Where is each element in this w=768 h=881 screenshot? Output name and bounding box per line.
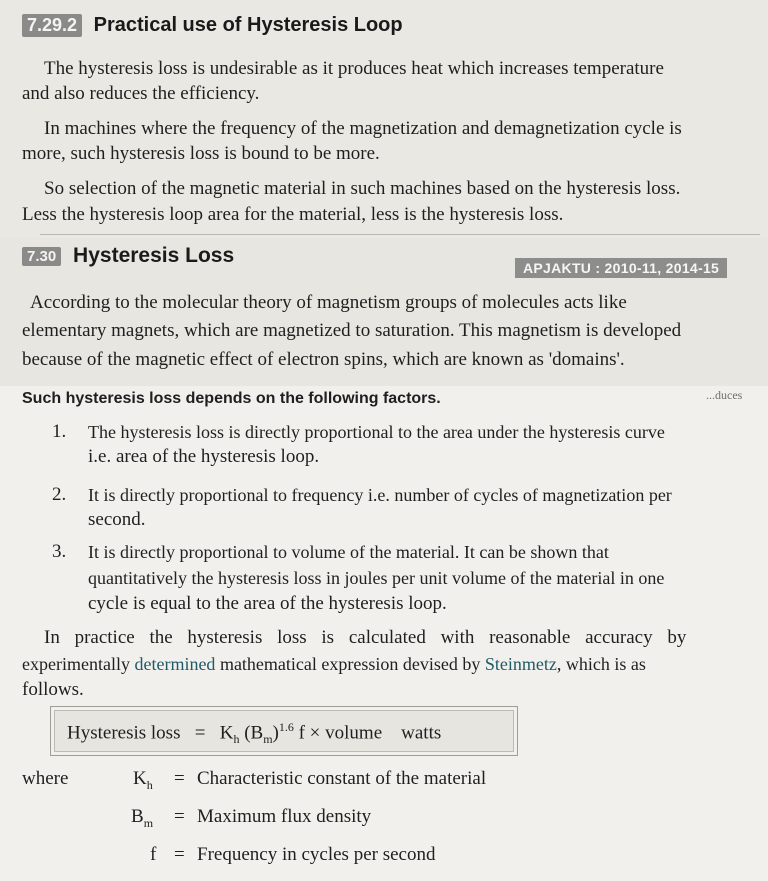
formula-b-close: ) (272, 722, 279, 744)
def-kh-desc: Characteristic constant of the material (197, 768, 487, 789)
def-f-symbol: f (150, 844, 157, 865)
p2-line2: more, such hysteresis loss is bound to be more. (22, 143, 380, 164)
practice-term-determined: determined (134, 654, 216, 674)
factor-2-line2: second. (88, 509, 146, 530)
p1-line2: and also reduces the efficiency. (22, 83, 260, 104)
formula-unit: watts (401, 722, 442, 744)
theory-line3: because of the magnetic effect of electron spins, which are known as 'domains'. (22, 349, 625, 370)
factor-2-number: 2. (52, 484, 67, 505)
formula-equals: = (194, 722, 206, 744)
practice-text-e: , which is as (556, 654, 646, 674)
p1-line1: The hysteresis loss is undesirable as it produces heat which increases temperature (44, 58, 664, 79)
factor-1-line2: i.e. area of the hysteresis loop. (88, 446, 320, 467)
theory-line1: According to the molecular theory of magnetism groups of molecules acts like (30, 292, 627, 313)
def-f-equals: = (174, 844, 185, 865)
formula-b: (B (244, 722, 264, 744)
formula-k-sub: h (233, 732, 240, 747)
formula-k: K (219, 722, 234, 744)
def-bm-desc: Maximum flux density (197, 806, 372, 827)
factor-3-line2: quantitatively the hysteresis loss in joules per unit volume of the material in one (88, 568, 665, 588)
theory-line2: elementary magnets, which are magnetized to saturation. This magnetism is developed (22, 320, 682, 341)
def-kh-symbol: $K_h$ (133, 768, 153, 792)
steinmetz-formula (67, 720, 441, 747)
def-bm-symbol: $B_m$ (131, 806, 154, 830)
section-number-730: 7.30 (22, 247, 61, 266)
p2-line1: In machines where the frequency of the magnetization and demagnetization cycle is (44, 118, 682, 139)
practice-term-steinmetz: Steinmetz (484, 654, 557, 674)
section-title-7292: Practical use of Hysteresis Loop (93, 14, 403, 37)
where-label: where (22, 768, 69, 789)
practice-line2 (22, 653, 646, 675)
p3-line2: Less the hysteresis loop area for the material, less is the hysteresis loss. (22, 204, 564, 225)
section-divider (40, 234, 760, 235)
practice-line3: follows. (22, 679, 84, 700)
steinmetz-formula-box (50, 706, 518, 756)
def-kh-equals: = (174, 768, 185, 789)
factor-3-line1: It is directly proportional to volume of the material. It can be shown that (88, 542, 609, 562)
formula-lhs: Hysteresis loss (67, 722, 181, 744)
def-bm-equals: = (174, 806, 185, 827)
p3-line1: So selection of the magnetic material in such machines based on the hysteresis loss. (44, 178, 681, 199)
factor-3-line3: cycle is equal to the area of the hysteresis loop. (88, 593, 447, 614)
section-title-730: Hysteresis Loss (73, 244, 235, 268)
section-heading-730 (22, 244, 234, 268)
factor-3-number: 3. (52, 541, 67, 562)
factor-1-number: 1. (52, 421, 67, 442)
cut-fragment: ...duces (706, 388, 743, 402)
section-number-7292: 7.29.2 (22, 14, 82, 37)
exam-badge: APJAKTU : 2010-11, 2014-15 (515, 258, 727, 278)
factor-1-line1: The hysteresis loss is directly proportional to the area under the hysteresis curve (88, 422, 665, 442)
factors-heading: Such hysteresis loss depends on the following factors. (22, 390, 441, 407)
formula-exponent: 1.6 (278, 720, 294, 734)
section-heading-7292 (22, 14, 403, 37)
factor-2-line1: It is directly proportional to frequency i.e. number of cycles of magnetization per (88, 485, 672, 505)
practice-text-c: mathematical expression devised by (215, 654, 485, 674)
practice-line1: In practice the hysteresis loss is calculated with reasonable accuracy by (44, 627, 687, 648)
formula-rest: f × volume (298, 722, 383, 744)
practice-text-a: experimentally (22, 654, 135, 674)
formula-b-sub: m (263, 732, 273, 747)
def-f-desc: Frequency in cycles per second (197, 844, 436, 865)
